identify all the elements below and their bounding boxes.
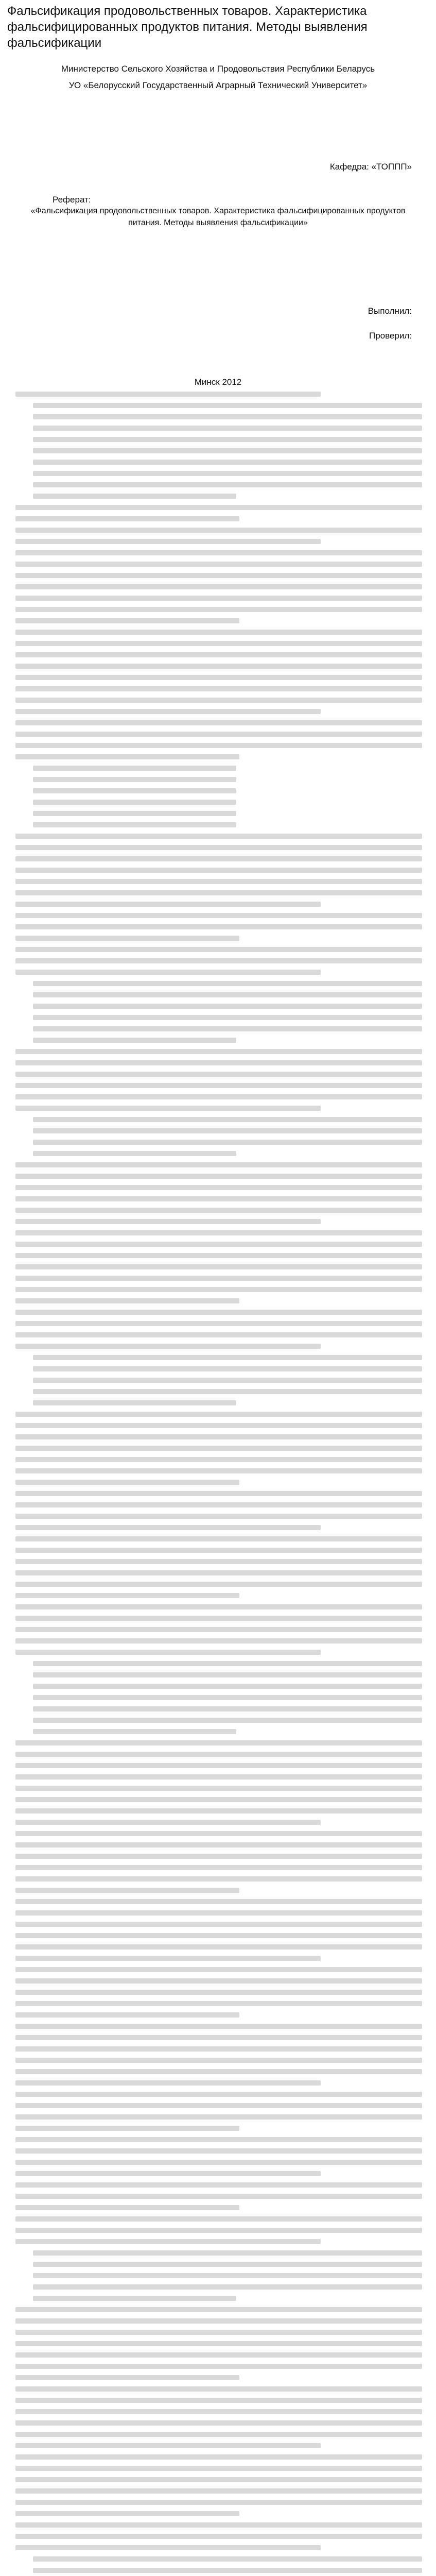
essay-label: Реферат:: [53, 195, 91, 205]
body-text-placeholder: [15, 392, 422, 2576]
department-label: Кафедра: «ТОППП»: [329, 162, 412, 172]
essay-topic: «Фальсификация продовольственных товаров. Характеристика фальсифицированных продуктов питания. Методы выявления фальсификации»: [30, 207, 406, 227]
university-name: УО «Белорусский Государственный Аграрный Технический Университет»: [68, 80, 368, 90]
ministry-name: Министерство Сельского Хозяйства и Продовольствия Республики Беларусь: [61, 64, 375, 74]
checked-by-label: Проверил:: [369, 331, 412, 341]
performed-by-label: Выполнил:: [368, 306, 412, 316]
city-year: Минск 2012: [194, 377, 242, 387]
document-title: Фальсификация продовольственных товаров. Характеристика фальсифицированных продуктов питания. Методы выявления фальсификации: [7, 4, 368, 50]
